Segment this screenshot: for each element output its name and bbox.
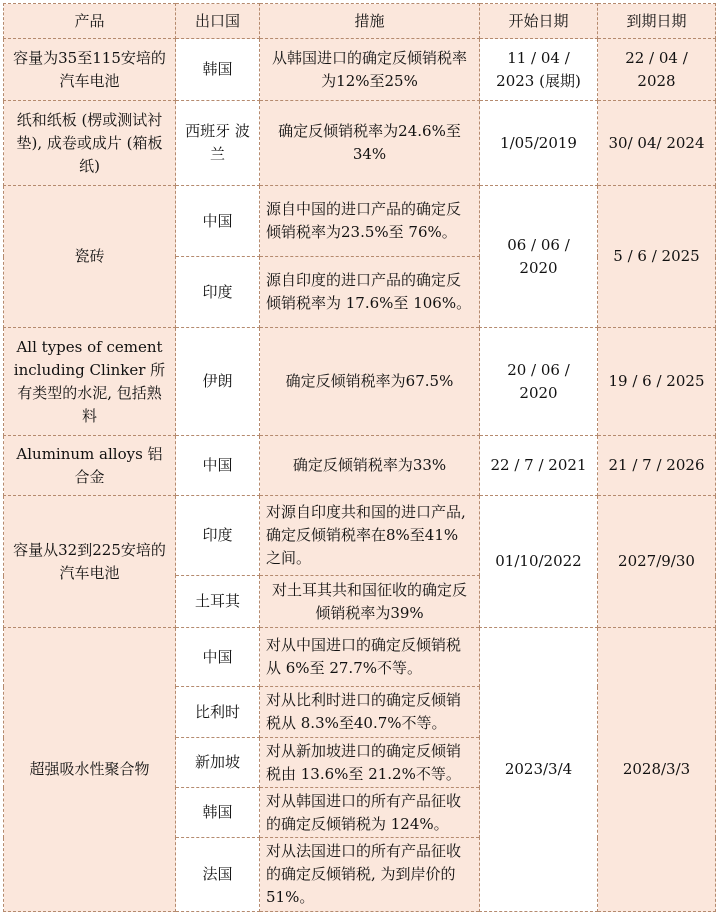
start-date-cell: 1/05/2019 xyxy=(480,101,598,186)
end-date-cell: 2028/3/3 xyxy=(598,628,716,912)
product-cell: 容量从32到225安培的汽车电池 xyxy=(4,496,176,628)
header-measure: 措施 xyxy=(260,4,480,39)
product-cell: Aluminum alloys 铝合金 xyxy=(4,436,176,496)
country-cell: 印度 xyxy=(176,257,260,328)
table-row xyxy=(4,101,716,186)
header-country: 出口国 xyxy=(176,4,260,39)
country-cell: 印度 xyxy=(176,496,260,576)
measure-cell: 确定反倾销税率为33% xyxy=(260,436,480,496)
measure-cell: 确定反倾销税率为24.6%至34% xyxy=(260,101,480,186)
measure-cell: 源自印度的进口产品的确定反倾销税率为 17.6%至 106%。 xyxy=(260,257,480,328)
header-start-date: 开始日期 xyxy=(480,4,598,39)
header-end-date: 到期日期 xyxy=(598,4,716,39)
table-row xyxy=(4,628,716,687)
start-date-cell: 01/10/2022 xyxy=(480,496,598,628)
measure-cell: 对从韩国进口的所有产品征收的确定反倾销税为 124%。 xyxy=(260,788,480,838)
start-date-cell: 20 / 06 / 2020 xyxy=(480,328,598,436)
product-cell: All types of cement including Clinker 所有类型的水泥, 包括熟料 xyxy=(4,328,176,436)
table-row xyxy=(4,328,716,436)
end-date-cell: 30/ 04/ 2024 xyxy=(598,101,716,186)
country-cell: 伊朗 xyxy=(176,328,260,436)
country-cell: 中国 xyxy=(176,186,260,257)
country-cell: 新加坡 xyxy=(176,738,260,788)
table-row xyxy=(4,496,716,576)
country-cell: 韩国 xyxy=(176,39,260,101)
measure-cell: 确定反倾销税率为67.5% xyxy=(260,328,480,436)
table-row xyxy=(4,436,716,496)
start-date-cell: 22 / 7 / 2021 xyxy=(480,436,598,496)
end-date-cell: 2027/9/30 xyxy=(598,496,716,628)
country-cell: 比利时 xyxy=(176,687,260,738)
table-header-row xyxy=(4,4,716,39)
country-cell: 韩国 xyxy=(176,788,260,838)
measure-cell: 源自中国的进口产品的确定反倾销税率为23.5%至 76%。 xyxy=(260,186,480,257)
start-date-cell: 2023/3/4 xyxy=(480,628,598,912)
country-cell: 法国 xyxy=(176,838,260,912)
measure-cell: 对土耳其共和国征收的确定反倾销税率为39% xyxy=(260,576,480,628)
start-date-cell: 06 / 06 / 2020 xyxy=(480,186,598,328)
end-date-cell: 21 / 7 / 2026 xyxy=(598,436,716,496)
product-cell: 纸和纸板 (楞或测试衬垫), 成卷或成片 (箱板纸) xyxy=(4,101,176,186)
end-date-cell: 5 / 6 / 2025 xyxy=(598,186,716,328)
country-cell: 西班牙 波兰 xyxy=(176,101,260,186)
table-row xyxy=(4,186,716,257)
end-date-cell: 22 / 04 / 2028 xyxy=(598,39,716,101)
measure-cell: 对从新加坡进口的确定反倾销税由 13.6%至 21.2%不等。 xyxy=(260,738,480,788)
country-cell: 中国 xyxy=(176,436,260,496)
end-date-cell: 19 / 6 / 2025 xyxy=(598,328,716,436)
measure-cell: 对源自印度共和国的进口产品, 确定反倾销税率在8%至41%之间。 xyxy=(260,496,480,576)
measure-cell: 对从法国进口的所有产品征收的确定反倾销税, 为到岸价的 51%。 xyxy=(260,838,480,912)
product-cell: 超强吸水性聚合物 xyxy=(4,628,176,912)
country-cell: 中国 xyxy=(176,628,260,687)
measure-cell: 从韩国进口的确定反倾销税率为12%至25% xyxy=(260,39,480,101)
measure-cell: 对从中国进口的确定反倾销税从 6%至 27.7%不等。 xyxy=(260,628,480,687)
product-cell: 瓷砖 xyxy=(4,186,176,328)
anti-dumping-table xyxy=(3,3,716,912)
header-product: 产品 xyxy=(4,4,176,39)
start-date-cell: 11 / 04 / 2023 (展期) xyxy=(480,39,598,101)
product-cell: 容量为35至115安培的汽车电池 xyxy=(4,39,176,101)
table-row xyxy=(4,39,716,101)
country-cell: 土耳其 xyxy=(176,576,260,628)
measure-cell: 对从比利时进口的确定反倾销税从 8.3%至40.7%不等。 xyxy=(260,687,480,738)
